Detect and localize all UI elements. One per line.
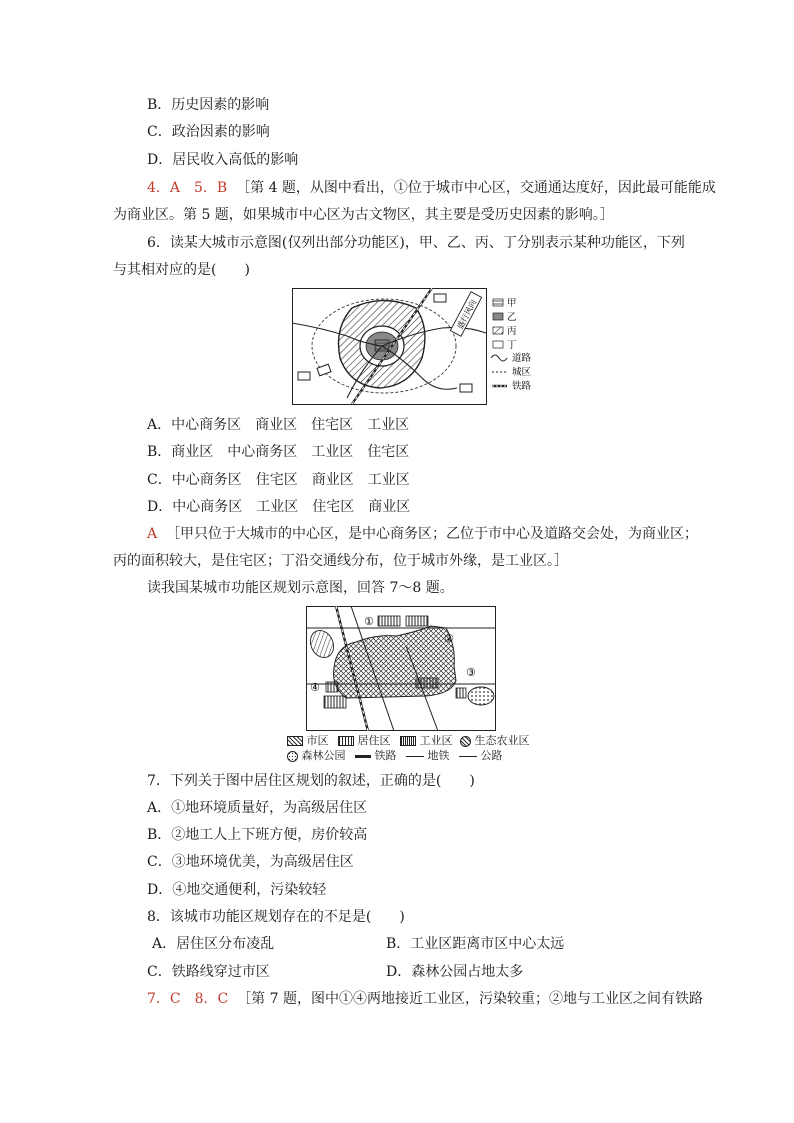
legend-forest: 森林公园: [301, 749, 346, 762]
answer-7-8: [147, 989, 703, 1009]
legend-bing: 丙: [507, 326, 517, 337]
marker-3: ③: [466, 666, 476, 679]
q6-option-b: B．商业区 中心商务区 工业区 住宅区: [147, 444, 410, 460]
function-zone-figure: [306, 606, 496, 731]
q6-answer-label: A: [147, 526, 158, 542]
industrial-1: [406, 616, 428, 626]
map2-legend-row1: [287, 734, 530, 748]
zone-ding-1: [298, 372, 310, 380]
q6-option-a: A．中心商务区 商业区 住宅区 工业区: [147, 417, 410, 433]
map2-legend-row2: [287, 749, 503, 763]
q6-stem-line1: 6．读某大城市示意图(仅列出部分功能区)，甲、乙、丙、丁分别表示某种功能区，下列: [147, 235, 685, 251]
q6-option-c: C．中心商务区 住宅区 商业区 工业区: [147, 472, 410, 488]
legend-residential-swatch: [338, 736, 354, 746]
legend-jia: 甲: [507, 298, 517, 309]
legend-ding: 丁: [507, 340, 517, 351]
zone-ding-4: [460, 384, 472, 392]
q3-option-c: C．政治因素的影响: [147, 124, 270, 140]
q7-stem: 7．下列关于图中居住区规划的叙述，正确的是( ): [147, 773, 475, 789]
q3-option-d: D．居民收入高低的影响: [147, 152, 299, 168]
q8-option-b: B．工业区距离市区中心太远: [386, 936, 565, 952]
q8-option-c: C．铁路线穿过市区: [147, 964, 270, 980]
q8-option-d: D．森林公园占地太多: [386, 964, 524, 980]
legend-metro-swatch: [406, 756, 424, 757]
legend-eco-swatch: [460, 736, 471, 747]
legend-forest-swatch: [287, 751, 298, 762]
industrial-2: [416, 678, 438, 688]
q8-stem: 8．该城市功能区规划存在的不足是( ): [147, 909, 405, 925]
legend-industrial-swatch: [400, 736, 416, 746]
legend-highway-swatch: [459, 756, 477, 757]
residential-3: [456, 688, 466, 698]
q7-option-c: C．③地环境优美，为高级居住区: [147, 854, 354, 870]
q6-option-d: D．中心商务区 工业区 住宅区 商业区: [147, 499, 411, 515]
marker-2: ②: [444, 632, 454, 645]
q3-option-b: B．历史因素的影响: [147, 97, 270, 113]
map1-legend: [491, 298, 532, 392]
zone-ding-3: [434, 294, 446, 302]
legend-highway: 公路: [480, 749, 503, 762]
legend-railway-swatch: [355, 755, 371, 758]
legend-urban: 市区: [306, 734, 329, 747]
answer-4-5-line1: ［第 4 题，从图中看出，①位于城市中心区，交通通达度好，因此最可能能成: [236, 180, 716, 196]
q8-option-a: A．居住区分布凌乱: [152, 936, 275, 952]
q7-option-b: B．②地工人上下班方便，房价较高: [147, 827, 368, 843]
legend-road: 道路: [512, 353, 532, 364]
intro-7-8: 读我国某城市功能区规划示意图，回答 7～8 题。: [147, 580, 454, 596]
q7-option-a: A．①地环境质量好，为高级居住区: [147, 800, 368, 816]
marker-4: ④: [310, 681, 320, 694]
industrial-3: [324, 696, 346, 708]
legend-eco: 生态农业区: [474, 734, 530, 747]
residential-4: [326, 682, 338, 692]
answer-7-8-label: 7．C 8．C: [147, 991, 229, 1007]
answer-4-5-line2: 为商业区。第 5 题，如果城市中心区为古文物区，其主要是受历史因素的影响。］: [113, 207, 614, 223]
answer-4-5-label: 4．A 5．B: [147, 180, 228, 196]
wind-label: 盛行风向: [455, 298, 479, 331]
legend-railway2: 铁路: [374, 749, 397, 762]
legend-residential: 居住区: [357, 734, 391, 747]
city-map-figure: [292, 288, 542, 406]
q6-stem-line2: 与其相对应的是( ): [113, 262, 250, 278]
q7-option-d: D．④地交通便利，污染较轻: [147, 882, 327, 898]
legend-urban-swatch: [287, 736, 303, 746]
marker-1: ①: [364, 615, 374, 628]
legend-metro: 地铁: [427, 749, 450, 762]
residential-1: [378, 616, 400, 626]
forest-park: [468, 687, 494, 705]
legend-yi: 乙: [507, 312, 517, 323]
legend-city: 城区: [512, 367, 532, 378]
legend-railway: 铁路: [512, 381, 532, 392]
answer-7-8-text: ［第 7 题，图中①④两地接近工业区，污染较重；②地与工业区之间有铁路: [237, 991, 703, 1007]
legend-industrial: 工业区: [419, 734, 453, 747]
q6-answer: [147, 524, 698, 544]
q6-answer-line2: 丙的面积较大，是住宅区；丁沿交通线分布，位于城市外缘，是工业区。］: [113, 553, 568, 569]
q6-answer-line1: ［甲只位于大城市的中心区，是中心商务区；乙位于市中心及道路交会处，为商业区；: [166, 526, 699, 542]
answer-4-5: [147, 178, 716, 198]
